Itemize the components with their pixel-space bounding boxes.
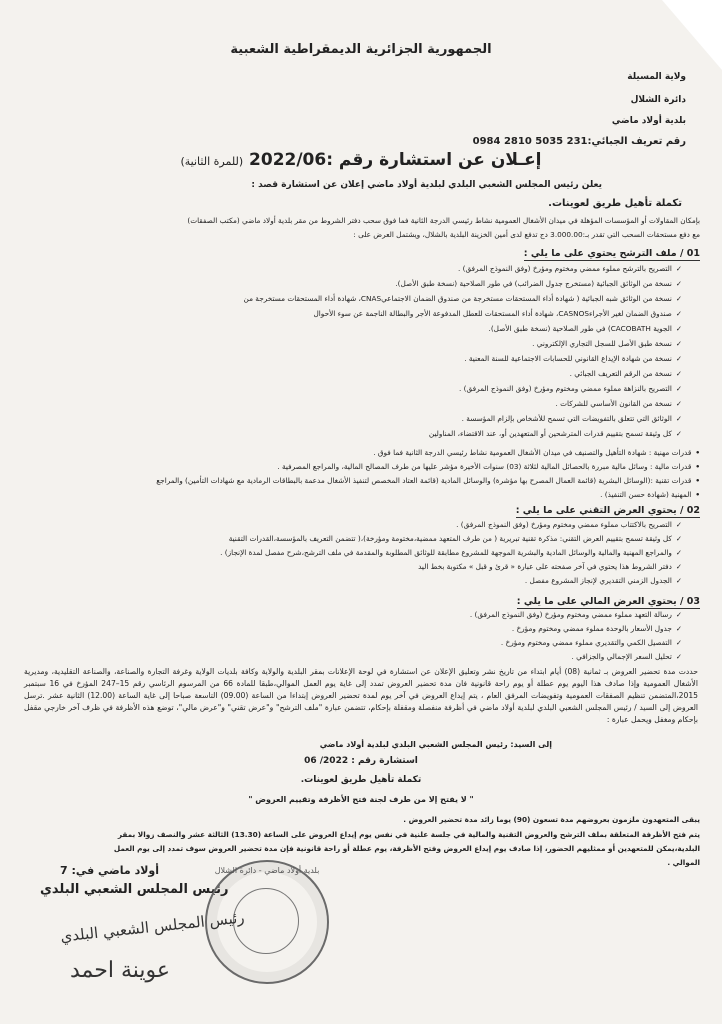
section-3-heading: 03 / يحتوي العرض المالي على ما يلي :	[516, 596, 700, 607]
section-1-item: ✓ نسخة من القانون الأساسي للشركات .	[556, 399, 682, 408]
stamp-text: بلدية أولاد ماضي - دائرة الشلال	[214, 866, 320, 875]
section-1-item: ✓ نسخة من الرقم التعريف الجبائي .	[570, 369, 682, 378]
section-3-item: ✓ تحليل السعر الإجمالي والجزافي .	[572, 652, 682, 661]
section-1-item: ✓ الجوية CACOBATH) في طور الصلاحية (نسخة طبق الأصل).	[489, 324, 682, 333]
section-1-item: ✓ الوثائق التي تتعلق بالتفويضات التي تسمح للأشخاص بإلزام المؤسسة .	[462, 414, 682, 423]
opening-line-2: البلدية،يمكن للمتعهدين أو ممثليهم الحضور، إذا صادف يوم إيداع العروض وفتح الأظرفة، يوم عطلة أو راحة قانونية فإن مدة تحضير العروض سوف تمدد إلى يوم العمل	[113, 844, 700, 853]
opening-line-1: يتم فتح الأظرفة المتعلقة بملف الترشح والعروض التقنية والمالية في جلسة علنية في نفس يوم إيداع العروض على الساعة (13.30) الثالثة عشر والنصف زوالا بمقر	[117, 830, 700, 839]
section-1-item: ✓ التصريح بالترشح مملوء ممضي ومختوم ومؤرخ (وفق النموذج المرفق) .	[458, 264, 682, 273]
section-3-item: ✓ التفصيل الكمي والتقديري مملوء ممضي ومختوم ومؤرخ .	[501, 638, 682, 647]
section-2-item: ✓ الجدول الزمني التقديري لإنجاز المشروع مفصل .	[525, 576, 682, 585]
section-1-item: ✓ نسخة من الوثائق شبه الجبائية ( شهادة أداء المستحقات مستخرجة من صندوق الضمان الاجتماعيCNAS، شهادة أداء المستحقات مستخرجة من	[244, 294, 682, 303]
title-suffix: (للمرة الثانية)	[180, 155, 244, 168]
republic-header: الجمهورية الجزائرية الديمقراطية الشعبية	[230, 42, 492, 57]
address-line-4: " لا يفتح إلا من طرف لجنة فتح الأظرفة وتقييم العروض "	[248, 795, 474, 804]
intro-paragraph-1: بإمكان المقاولات أو المؤسسات المؤهلة في ميدان الأشغال العمومية نشاط رئيسي الدرجة الثانية فما فوق سحب دفتر الشروط من مقر بلدية أولاد ماضي (مكتب الصفقات)	[187, 216, 700, 225]
capacity-item: • قدرات تقنية :(الوسائل البشرية (قائمة العمال المصرح بها مؤشرة) والوسائل المادية (قائمة العتاد المخصص لتنفيذ الأشغال مدعمة بالبطاقات الرمادية مع شهادات التأمين) والمراجع	[156, 476, 700, 485]
signatory-title: رئيس المجلس الشعبي البلدي	[40, 882, 229, 897]
section-2-item: ✓ دفتر الشروط هذا يحتوي في آخر صفحته على عبارة « قرئ و قبل » مكتوبة بخط اليد	[418, 562, 682, 571]
section-3-item: ✓ رسالة التعهد مملوء ممضي ومختوم ومؤرخ (وفق النموذج المرفق) .	[470, 610, 682, 619]
intro-line: يعلن رئيس المجلس الشعبي البلدي لبلدية أولاد ماضي إعلان عن استشارة قصد :	[251, 180, 602, 190]
section-1-item: ✓ كل وثيقة تسمح بتقييم قدرات المترشحين أو المتعهدين أو، عند الاقتضاء، المناولين	[429, 429, 682, 438]
commune-label: بلدية أولاد ماضي	[611, 116, 686, 126]
section-3-item: ✓ جدول الأسعار بالوحدة مملوء ممضي ومختوم ومؤرخ .	[512, 624, 682, 633]
section-2-heading: 02 / يحتوي العرض التقني على ما يلي :	[515, 505, 700, 516]
closing-paragraph: حددت مدة تحضير العروض بـ ثمانية (08) أيام ابتداء من تاريخ نشر وتعليق الإعلان عن استشارة في لوحة الإعلانات بمقر البلدية والولاية وكافة بلديات الولاية وغرفة التجارة والصناعة، والصناعة التقليدية، ومديرية الأشغال العمومية وإذا صادف هذا اليوم يوم عطلة أو يوم راحة قانونية فان مدة تحضير العروض تمدد إلى غاية يوم العمل الموالي،طبقا للمادة 66 من المرسوم الرئاسي رقم 15–247 المؤرخ في 16 سبتمبر 2015،المتضمن تنظيم الصفقات العمومية وتفويضات المرفق العام ، يتم إيداع العروض في آخر يوم لمدة تحضير العروض إبتداءا من الساعة (09.00) التاسعة صباحا إلى غاية الساعة (12.00) الثانية عشر .ترسل العروض إلى السيد / رئيس المجلس الشعبي البلدي لبلدية أولاد ماضي في أظرفة منفصلة ومقفلة بإحكام، تتضمن عبارة "ملف الترشح" و"عرض تقني" و"عرض مالي"، توضع هذه الأظرفة في ظرف آخر خارجي مقفل بإحكام ومغفل ويحمل عبارة :	[24, 667, 698, 724]
section-1-item: ✓ نسخة من الوثائق الجبائية (مستخرج جدول الضرائب) في طور الصلاحية (نسخة طبق الأصل).	[395, 279, 682, 288]
address-line-1: إلى السيد: رئيس المجلس الشعبي البلدي لبلدية أولاد ماضي	[319, 740, 552, 749]
place-date: أولاد ماضي في: 7	[60, 864, 160, 877]
capacity-item: • قدرات مالية : وسائل مالية مبررة بالحصائل المالية لثلاثة (03) سنوات الأخيرة مؤشر عليها من طرف المصالح المالية، والمراجع المصرفية .	[277, 462, 700, 471]
opening-line-3: الموالي .	[667, 858, 700, 867]
handwritten-title: رئيس المجلس الشعبي البلدي	[59, 908, 246, 946]
section-1-item: ✓ نسخة من شهادة الإيداع القانوني للحسابات الاجتماعية للسنة المعنية .	[464, 354, 682, 363]
section-1-item: ✓ التصريح بالنزاهة مملوء ممضي ومختوم ومؤرخ (وفق النموذج المرفق) .	[459, 384, 682, 393]
section-1-item: ✓ نسخة طبق الأصل للسجل التجاري الإلكتروني .	[532, 339, 682, 348]
capacity-item: • قدرات مهنية : شهادة التأهيل والتصنيف في ميدان الأشغال العمومية نشاط رئيسي الدرجة الثانية فما فوق .	[373, 448, 700, 457]
title-main: إعـلان عن استشارة رقم :2022/06	[249, 150, 542, 170]
address-line-2: استشارة رقم : 2022/ 06	[304, 756, 418, 766]
validity-line: يبقى المتعهدون ملزمون بعروضهم مدة تسعون (90) يوما زائد مدة تحضير العروض .	[403, 815, 700, 824]
section-2-item: ✓ كل وثيقة تسمح بتقييم العرض التقني: مذكرة تقنية تبريرية ( من طرف المتعهد ممضية،مختومة ومؤرخة)،( تتضمن التعريف بالمؤسسة،القدرات التقنية	[229, 534, 682, 543]
section-1-heading: 01 / ملف الترشح يحتوي على ما يلي :	[523, 248, 700, 259]
intro-paragraph-2: مع دفع مستحقات السحب التي تقدر بـ:3.000.00 دج تدفع لدى أمين الخزينة البلدية بالشلال، ويشتمل العرض على :	[353, 230, 700, 239]
section-2-item: ✓ والمراجع المهنية والمالية والوسائل المادية والبشرية الموجهة للمشروع مطابقة للوثائق المطلوبة والمقدمة في ملف الترشح،شرح مفصل لمدة الإنجاز) .	[220, 548, 682, 557]
section-1-item: ✓ صندوق الضمان لغير الأجراءCASNOS، شهادة أداء المستحقات للعطل المدفوعة الأجر والبطالة الناجمة عن سوء الأحوال	[313, 309, 682, 318]
wilaya-label: ولاية المسيلة	[627, 72, 686, 82]
address-line-3: تكملة تأهيل طريق لعوينات.	[300, 775, 422, 785]
handwritten-signature: عوينة احمد	[70, 958, 171, 983]
folded-corner	[662, 0, 722, 70]
announcement-title	[0, 150, 722, 170]
capacity-item: • المهنية (شهادة حسن التنفيذ) .	[600, 490, 700, 499]
daira-label: دائرة الشلال	[630, 95, 686, 105]
subject-line: تكملة تأهيل طريق لعوينات.	[548, 198, 682, 209]
section-2-item: ✓ التصريح بالاكتتاب مملوء ممضي ومختوم ومؤرخ (وفق النموذج المرفق) .	[456, 520, 682, 529]
tax-id: رقم تعريف الجبائي:231 5035 2810 0984	[472, 136, 686, 147]
